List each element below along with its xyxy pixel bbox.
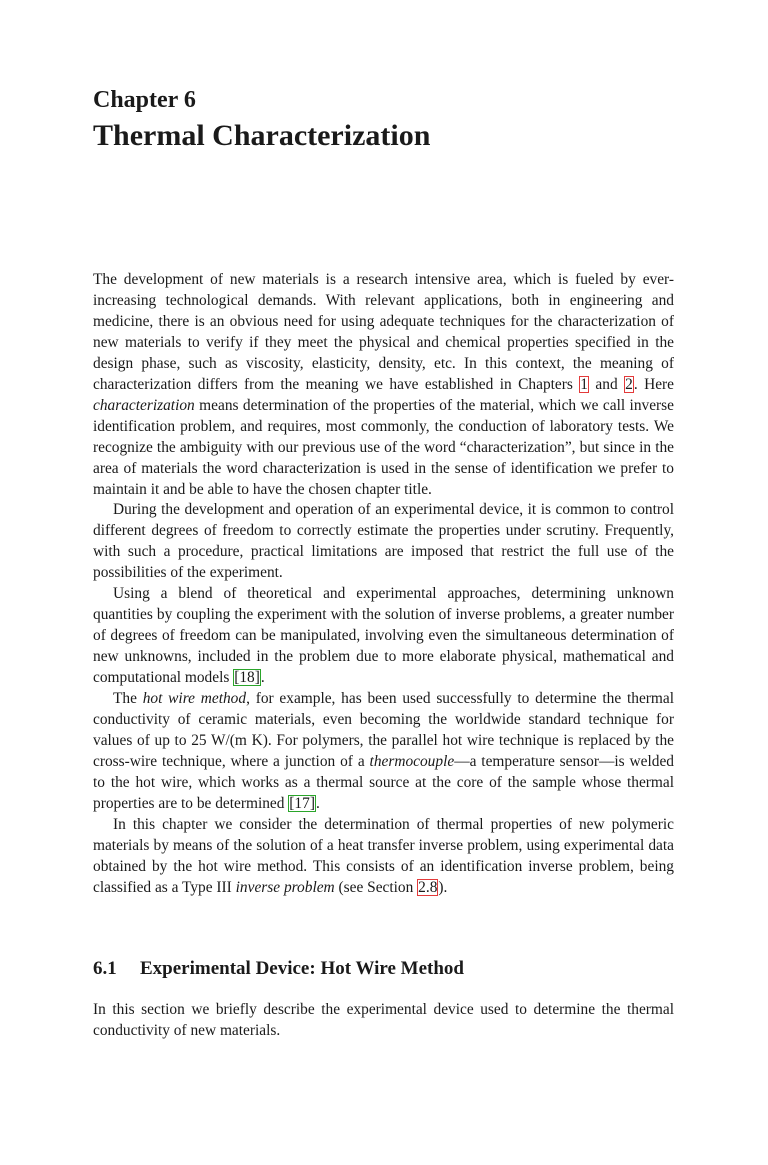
citation-17-link[interactable]: [17] <box>289 794 315 812</box>
text-run: —a temperature sensor—is welded to the hot wire, which works as a thermal source at the core of the sample whose thermal properties are to be determined <box>93 752 674 812</box>
paragraph-4 <box>93 689 674 815</box>
emphasis-inverse-problem: inverse problem <box>235 878 335 896</box>
emphasis-thermocouple: thermocouple <box>369 752 455 770</box>
chapter-2-link[interactable]: 2 <box>625 375 633 393</box>
paragraph-2: During the development and operation of an experimental device, it is common to control different degrees of freedom to correctly estimate the properties under scrutiny. Frequently, with such a procedure, practical limitations are imposed that restrict the full use of the possibilities of the experiment. <box>93 501 674 582</box>
text-run: In this chapter we consider the determination of thermal properties of new polymeric materials by means of the solution of a heat transfer inverse problem, using experimental data obtained by the hot wire method. This consists of an identification inverse problem, being classified as a Type III <box>93 815 674 896</box>
text-run: (see Section <box>334 878 418 896</box>
emphasis-hot-wire-method: hot wire method <box>142 690 247 708</box>
chapter-title: Thermal Characterization <box>93 119 431 152</box>
section-number: 6.1 <box>93 958 117 979</box>
chapter-1-link[interactable]: 1 <box>580 375 588 393</box>
section-title: Experimental Device: Hot Wire Method <box>140 958 464 979</box>
section-heading <box>93 956 464 982</box>
citation-18-link[interactable]: [18] <box>234 669 260 687</box>
text-run: . <box>260 669 265 687</box>
text-run: . Here <box>633 375 674 393</box>
emphasis-characterization: characterization <box>93 396 195 414</box>
paragraph-3 <box>93 584 674 689</box>
chapter-label: Chapter 6 <box>93 87 196 113</box>
text-run: means determination of the properties of the material, which we call inverse identification problem, and requires, most commonly, the conduction of laboratory tests. We recognize the ambiguity with our previous use of the word “characterization”, but since in the area of materials the word characterization is used in the sense of identification we prefer to maintain it and be able to have the chosen chapter title. <box>93 396 674 498</box>
text-run: ). <box>438 878 448 896</box>
section-paragraph: In this section we briefly describe the experimental device used to determine the thermal conductivity of new materials. <box>93 1001 674 1039</box>
text-run: The <box>113 690 143 708</box>
intro-text <box>93 270 674 899</box>
section-2-8-link[interactable]: 2.8 <box>418 878 438 896</box>
paragraph-1 <box>93 270 674 500</box>
paragraph-5 <box>93 815 674 899</box>
text-run: Using a blend of theoretical and experimental approaches, determining unknown quantities by coupling the experiment with the solution of inverse problems, a greater number of degrees of freedom can be manipulated, involving even the simultaneous determination of new unknowns, included in the problem due to more elaborate physical, mathematical and computational models <box>93 585 674 687</box>
text-run: The development of new materials is a research intensive area, which is fueled by ever-increasing technological demands. With relevant applications, both in engineering and medicine, there is an obvious need for using adequate techniques for the characterization of new materials to verify if they meet the physical and chemical properties specified in the design phase, such as viscosity, elasticity, density, etc. In this context, the meaning of characterization differs from the meaning we have established in Chapters <box>93 271 674 393</box>
text-run: , for example, has been used successfully to determine the thermal conductivity of ceramic materials, even becoming the worldwide standard technique for values of up to 25 W/(m K). For polymers, the parallel hot wire technique is replaced by the cross-wire technique, where a junction of a <box>93 690 674 770</box>
text-run: . <box>315 794 320 812</box>
text-run: and <box>589 375 625 393</box>
